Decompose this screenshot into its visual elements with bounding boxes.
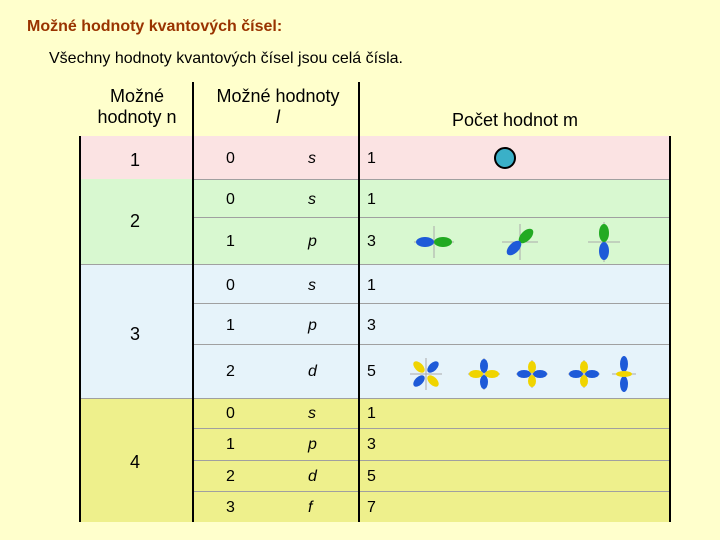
orbital-symbol: f <box>308 499 313 516</box>
m-count: 1 <box>367 191 376 208</box>
m-count: 3 <box>367 436 376 453</box>
n-value: 4 <box>130 452 141 472</box>
orbital-symbol: s <box>308 405 316 422</box>
l-value: 2 <box>226 468 235 485</box>
orbital-symbol: p <box>308 436 317 453</box>
d-orbital-icon <box>466 356 502 392</box>
l-value: 3 <box>226 499 235 516</box>
l-value: 2 <box>226 363 235 380</box>
vertical-rule <box>358 82 360 522</box>
divider <box>192 491 670 492</box>
l-value: 0 <box>226 150 235 167</box>
l-value: 0 <box>226 277 235 294</box>
orbital-symbol: s <box>308 277 316 294</box>
vertical-rule <box>192 82 194 522</box>
orbital-symbol: p <box>308 317 317 334</box>
header-m: Počet hodnot m <box>451 110 579 130</box>
divider <box>192 217 670 218</box>
m-count: 7 <box>367 499 376 516</box>
divider <box>192 344 670 345</box>
m-count: 3 <box>367 317 376 334</box>
orbital-symbol: d <box>308 468 317 485</box>
vertical-rule <box>669 136 671 522</box>
n-value: 3 <box>130 324 141 344</box>
n-value: 2 <box>130 211 141 231</box>
m-count: 3 <box>367 233 376 250</box>
p-orbital-icon <box>586 220 622 264</box>
orbital-symbol: p <box>308 233 317 250</box>
l-value: 1 <box>226 233 235 250</box>
m-count: 1 <box>367 150 376 167</box>
l-value: 1 <box>226 317 235 334</box>
orbital-symbol: s <box>308 191 316 208</box>
d-orbital-icon <box>610 354 638 394</box>
d-orbital-icon <box>514 358 550 390</box>
l-value: 1 <box>226 436 235 453</box>
d-orbital-icon <box>566 358 602 390</box>
divider <box>192 179 670 180</box>
divider <box>80 264 670 265</box>
page-subtitle: Všechny hodnoty kvantových čísel jsou celá čísla. <box>49 50 403 67</box>
header-n-line1: Možné <box>109 86 165 106</box>
l-value: 0 <box>226 405 235 422</box>
header-n <box>82 86 192 128</box>
page-title: Možné hodnoty kvantových čísel: <box>27 18 283 35</box>
orbital-symbol: s <box>308 150 316 167</box>
header-l <box>198 86 358 128</box>
vertical-rule <box>79 136 81 522</box>
divider <box>192 428 670 429</box>
divider <box>80 398 670 399</box>
d-orbital-icon <box>408 356 444 392</box>
m-count: 1 <box>367 277 376 294</box>
m-count: 5 <box>367 363 376 380</box>
p-orbital-icon <box>500 222 540 262</box>
divider <box>192 460 670 461</box>
divider <box>192 303 670 304</box>
n-value: 1 <box>130 150 141 170</box>
header-l-line2: l <box>276 107 280 127</box>
header-l-line1: Možné hodnoty <box>216 86 340 106</box>
header-n-line2: hodnoty n <box>97 107 177 127</box>
m-count: 5 <box>367 468 376 485</box>
l-value: 0 <box>226 191 235 208</box>
s-orbital-icon <box>493 146 517 170</box>
p-orbital-icon <box>412 224 456 260</box>
m-count: 1 <box>367 405 376 422</box>
orbital-symbol: d <box>308 363 317 380</box>
